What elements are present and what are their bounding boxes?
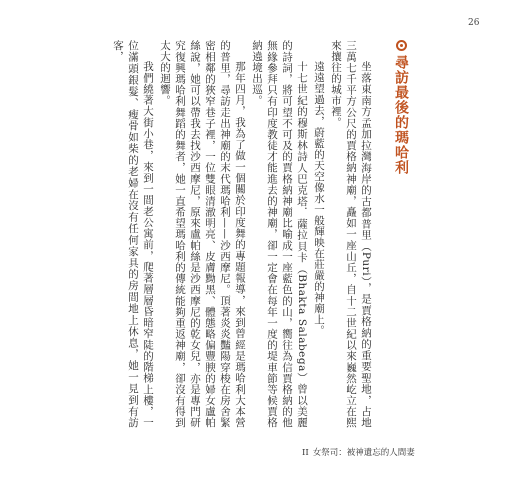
section-title-text: 尋訪最後的瑪哈利	[393, 55, 409, 175]
paragraph: 那年四月，我為了做一個關於印度舞的專題報導，來到曾經是瑪哈利大本營的普里，尋訪走出神廟的末代瑪哈利——沙西摩尼。頂著炎炎豔陽穿梭在房舍緊密相鄰的狹窄巷子裡，一位雙眼清澈明亮、皮膚黝黑、體態略偏豐腴的婦女盧帕絲說，她可以帶我去找沙西摩尼，原來盧帕絲是沙西摩尼的乾女兒，亦是專門研究復興瑪哈利舞蹈的舞者，她一直希望瑪哈利的傳統能夠重返神廟，卻沒有得到太大的迴響。	[159, 40, 246, 428]
paragraph: 遠遠望過去，蔚藍的天空像水一般輝映在莊嚴的神廟上。	[313, 61, 325, 336]
footer-chapter-title: 女祭司：被神遺忘的人間妻	[312, 448, 415, 458]
bullet-circle-icon	[396, 40, 407, 51]
running-footer	[302, 446, 415, 458]
body-text	[95, 40, 373, 428]
paragraph: 坐落東南方孟加拉灣海岸的古都普里（Puri），是賈格納的重要聖地，占地三萬七千平方公尺的賈格納神廟，矗如一座山丘，自十二世紀以來巍然屹立在熙來攘往的城市裡。	[330, 40, 372, 428]
paragraph: 我們繞著大街小巷，來到一間老公寓前，爬著層層昏暗窄陡的階梯上樓，一位滿頭銀髮、瘦骨如柴的老婦在沒有任何家具的房間地上休息，她一見到有訪客，	[112, 40, 154, 428]
footer-chapter-number: II	[302, 448, 309, 458]
section-title	[393, 40, 409, 175]
paragraph: 十七世紀的穆斯林詩人巴克塔．薩拉貝卡（Bhakta Salabega）曾以美麗的詩詞，將可望不可及的賈格納神廟比喻成一座藍色的山，嚮往為信賈格納的他無緣參拜只有印度教徒才能進去的神廟，卻一定會在每年一度的堤車節等候賈格納遶境出巡。	[251, 40, 308, 428]
page-number: 26	[468, 18, 480, 28]
